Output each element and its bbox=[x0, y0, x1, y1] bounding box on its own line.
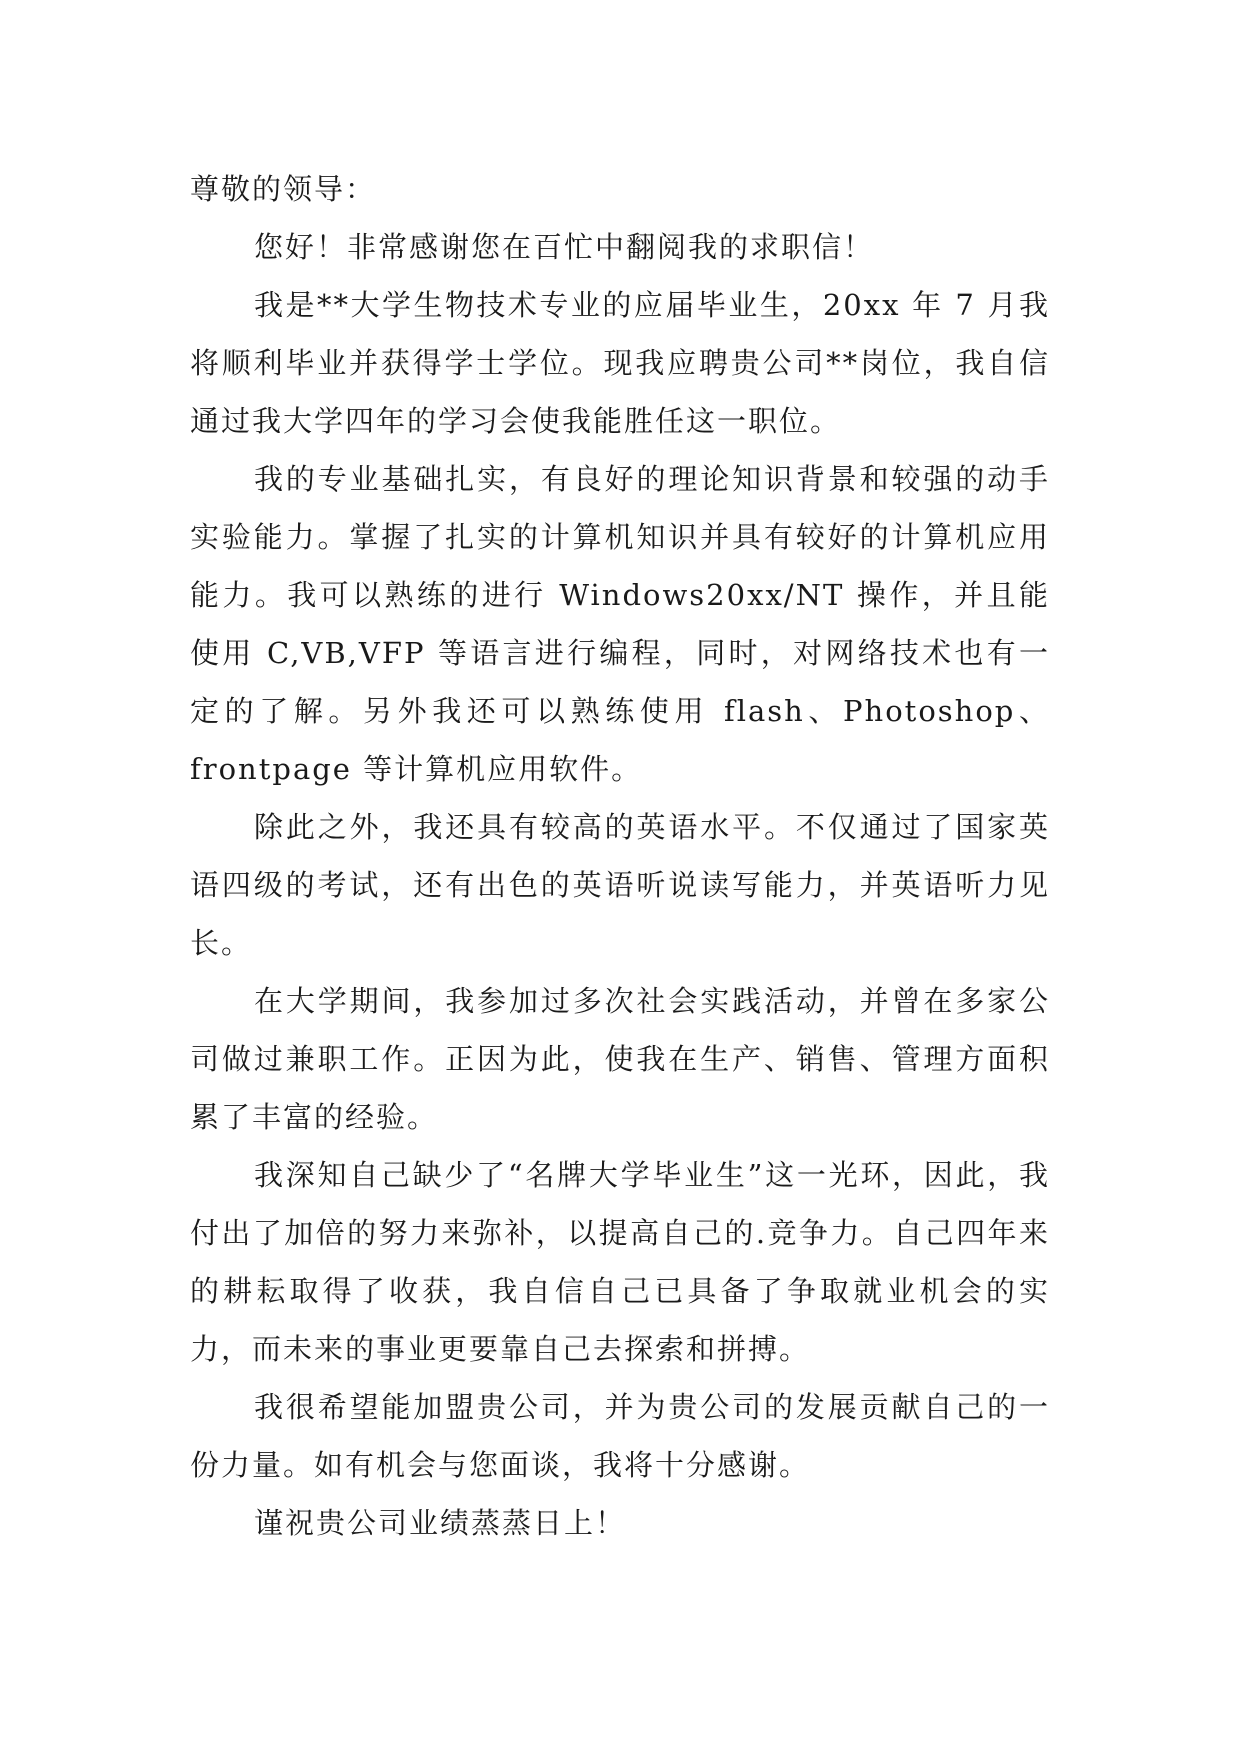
paragraph-hope: 我很希望能加盟贵公司，并为贵公司的发展贡献自己的一份力量。如有机会与您面谈，我将十分感谢。 bbox=[190, 1390, 1050, 1482]
letter-body bbox=[190, 160, 1050, 1552]
paragraph-closing: 谨祝贵公司业绩蒸蒸日上！ bbox=[254, 1506, 627, 1540]
paragraph-skills: 我的专业基础扎实，有良好的理论知识背景和较强的动手实验能力。掌握了扎实的计算机知识并具有较好的计算机应用能力。我可以熟练的进行 Windows20xx/NT 操作，并且能使用 C,VB,VFP 等语言进行编程，同时，对网络技术也有一定的了解。另外我还可以熟练使用 flash、Photoshop、frontpage 等计算机应用软件。 bbox=[190, 462, 1050, 786]
paragraph-greeting: 您好！非常感谢您在百忙中翻阅我的求职信！ bbox=[254, 230, 875, 264]
paragraph-introduction: 我是**大学生物技术专业的应届毕业生，20xx 年 7 月我将顺利毕业并获得学士学位。现我应聘贵公司**岗位，我自信通过我大学四年的学习会使我能胜任这一职位。 bbox=[190, 288, 1050, 438]
paragraph-effort: 我深知自己缺少了“名牌大学毕业生”这一光环，因此，我付出了加倍的努力来弥补，以提高自己的.竞争力。自己四年来的耕耘取得了收获，我自信自己已具备了争取就业机会的实力，而未来的事业更要靠自己去探索和拼搏。 bbox=[190, 1158, 1050, 1366]
paragraph-english: 除此之外，我还具有较高的英语水平。不仅通过了国家英语四级的考试，还有出色的英语听说读写能力，并英语听力见长。 bbox=[190, 810, 1050, 960]
paragraph-experience: 在大学期间，我参加过多次社会实践活动，并曾在多家公司做过兼职工作。正因为此，使我在生产、销售、管理方面积累了丰富的经验。 bbox=[190, 984, 1050, 1134]
salutation: 尊敬的领导： bbox=[190, 172, 377, 206]
